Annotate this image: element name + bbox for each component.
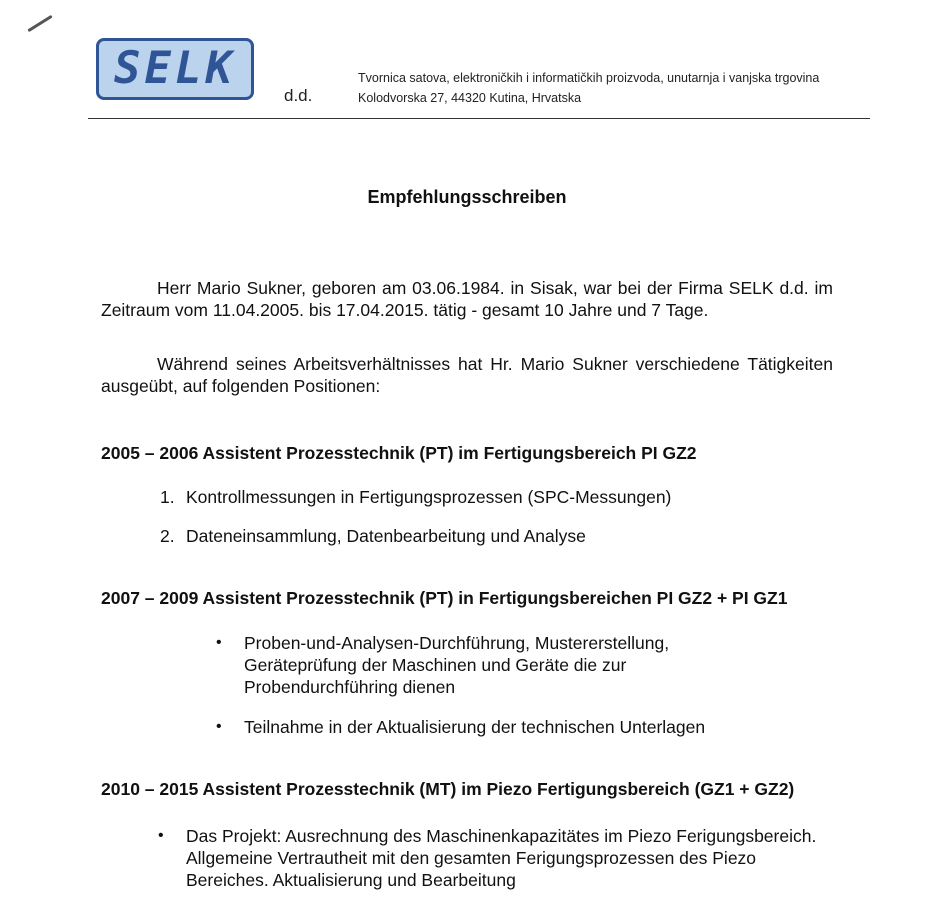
list-item-text: Das Projekt: Ausrechnung des Maschinenkapazitätes im Piezo Ferigungsbereich. Allgemeine Vertrautheit mit den gesamten Ferigungsprozessen des Piezo Bereiches. Aktualisierung und Bearbeitung — [186, 826, 817, 890]
company-info — [358, 68, 819, 108]
list-item — [160, 525, 826, 547]
pen-mark — [27, 15, 52, 32]
list-marker: 1. — [160, 487, 175, 507]
company-info-line-1: Tvornica satova, elektroničkih i informatičkih proizvoda, unutarnja i vanjska trgovina — [358, 71, 820, 85]
intro-paragraph-2-text: Während seines Arbeitsverhältnisses hat Hr. Mario Sukner verschiedene Tätigkeiten ausgeübt, auf folgenden Positionen: — [101, 354, 833, 396]
list-item-text: Teilnahme in der Aktualisierung der technischen Unterlagen — [244, 717, 706, 737]
logo-text: SELK — [114, 43, 236, 94]
section-heading-2007-2009: 2007 – 2009 Assistent Prozesstechnik (PT) in Fertigungsbereichen PI GZ2 + PI GZ1 — [101, 588, 788, 608]
list-marker: 2. — [160, 526, 175, 546]
company-info-line-2: Kolodvorska 27, 44320 Kutina, Hrvatska — [358, 91, 582, 105]
section-heading-2005-2006: 2005 – 2006 Assistent Prozesstechnik (PT) im Fertigungsbereich PI GZ2 — [101, 443, 697, 463]
bullet-icon: • — [158, 827, 164, 844]
bullet-icon: • — [216, 634, 222, 651]
list-item-text: Kontrollmessungen in Fertigungsprozessen (SPC-Messungen) — [186, 487, 672, 507]
document-title: Empfehlungsschreiben — [367, 187, 567, 207]
list-item-text: Dateneinsammlung, Datenbearbeitung und Analyse — [186, 526, 586, 546]
list-item — [160, 486, 826, 508]
list-item — [158, 825, 834, 891]
section-heading-2010-2015: 2010 – 2015 Assistent Prozesstechnik (MT) im Piezo Fertigungsbereich (GZ1 + GZ2) — [101, 779, 795, 799]
bullet-icon: • — [216, 718, 222, 735]
header-divider — [88, 118, 870, 119]
list-item — [216, 716, 804, 738]
company-suffix: d.d. — [284, 86, 313, 105]
list-item-text: Proben-und-Analysen-Durchführung, Mustererstellung, Geräteprüfung der Maschinen und Geräte die zur Probendurchführing dienen — [244, 633, 670, 697]
intro-paragraph-2 — [101, 353, 833, 397]
intro-paragraph-1 — [101, 277, 833, 321]
company-logo — [96, 38, 254, 100]
list-item — [216, 632, 744, 698]
intro-paragraph-1-text: Herr Mario Sukner, geboren am 03.06.1984. in Sisak, war bei der Firma SELK d.d. im Zeitraum vom 11.04.2005. bis 17.04.2015. tätig - gesamt 10 Jahre und 7 Tage. — [101, 278, 833, 320]
